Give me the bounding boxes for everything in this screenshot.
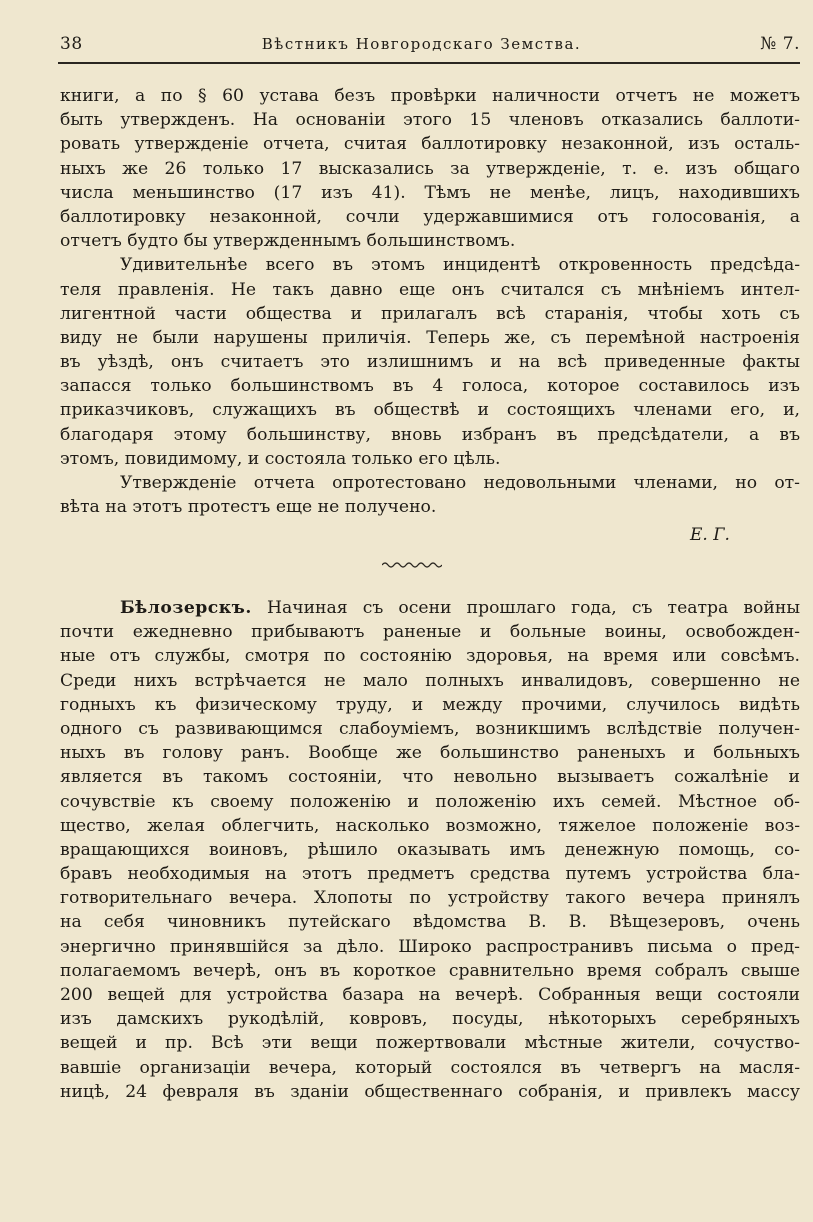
text-line: отчетъ будто бы утвержденнымъ большинствомъ.: [60, 231, 516, 252]
text-line: въ уѣздѣ, онъ считаетъ это излишнимъ и на всѣ приведенные факты: [60, 352, 800, 373]
section-divider-ornament: [382, 560, 442, 570]
text-line: ницѣ, 24 февраля въ зданіи общественнаго собранія, и привлекъ массу: [60, 1081, 800, 1102]
text-line: полагаемомъ вечерѣ, онъ въ короткое сравнительно время собралъ свыше: [60, 960, 800, 981]
journal-title: Вѣстникъ Новгородскаго Земства.: [261, 35, 582, 53]
header-rule: [58, 62, 800, 64]
article-2-body: [60, 596, 800, 1104]
text-line: 200 вещей для устройства базара на вечерѣ. Собранныя вещи состояли: [60, 985, 800, 1005]
text-line: вещей и пр. Всѣ эти вещи пожертвовали мѣстные жители, сочуство-: [60, 1033, 800, 1054]
text-line: Удивительнѣе всего въ этомъ инцидентѣ откровенность предсѣда-: [120, 255, 800, 276]
text-line: виду не были нарушены приличія. Теперь же, съ перемѣной настроенія: [60, 327, 800, 348]
text-line: энергично принявшійся за дѣло. Широко распространивъ письма о пред-: [60, 936, 800, 957]
text-line: изъ дамскихъ рукодѣлій, ковровъ, посуды, нѣкоторыхъ серебряныхъ: [60, 1009, 800, 1030]
text-line: лигентной части общества и прилагалъ всѣ старанія, чтобы хоть съ: [60, 303, 800, 324]
text-line: на себя чиновникъ путейскаго вѣдомства В. В. Вѣщезеровъ, очень: [60, 912, 800, 933]
author-signature: Е. Г.: [690, 525, 730, 545]
text-line: одного съ развивающимся слабоуміемъ, возникшимъ вслѣдствіе получен-: [60, 718, 800, 739]
text-line: почти ежедневно прибываютъ раненые и больные воины, освобожден-: [60, 622, 800, 643]
text-line: щество, желая облегчить, насколько возможно, тяжелое положеніе воз-: [60, 815, 800, 836]
text-line: ровать утвержденіе отчета, считая баллотировку незаконной, изъ осталь-: [60, 134, 800, 155]
text-line-rest: Начиная съ осени прошлаго года, съ театра войны: [266, 598, 800, 618]
text-line: бравъ необходимыя на этотъ предметъ средства путемъ устройства бла-: [60, 864, 800, 885]
text-line: является въ такомъ состояніи, что невольно вызываетъ сожалѣніе и: [60, 767, 800, 788]
article-1-body: [60, 84, 800, 519]
text-line: сочувствіе къ своему положенію и положенію ихъ семей. Мѣстное об-: [60, 791, 800, 812]
text-line: вавшіе организаціи вечера, который состоялся въ четвергъ на масля-: [60, 1057, 800, 1078]
text-line: готворительнаго вечера. Хлопоты по устройству такого вечера принялъ: [60, 888, 800, 909]
text-line: вѣта на этотъ протестъ еще не получено.: [60, 497, 437, 518]
text-line: вращающихся воиновъ, рѣшило оказывать имъ денежную помощь, со-: [60, 839, 800, 860]
running-header: [60, 34, 800, 54]
text-line: Среди нихъ встрѣчается не мало полныхъ инвалидовъ, совершенно не: [60, 670, 800, 691]
text-line: Утвержденіе отчета опротестовано недовольными членами, но от-: [120, 473, 800, 493]
text-line: книги, а по § 60 устава безъ провѣрки наличности отчетъ не можетъ: [60, 86, 800, 106]
text-line: этомъ, повидимому, и состояла только его цѣль.: [60, 448, 501, 469]
text-line: баллотировку незаконной, сочли удержавшимися отъ голосованія, а: [60, 206, 800, 227]
text-line: ныхъ же 26 только 17 высказались за утвержденіе, т. е. изъ общаго: [60, 158, 800, 179]
text-line-lead: [60, 596, 800, 620]
text-line: годныхъ къ физическому труду, и между прочими, случилось видѣть: [60, 694, 800, 715]
text-line: числа меньшинство (17 изъ 41). Тѣмъ не менѣе, лицъ, находившихъ: [60, 182, 800, 203]
page-number: 38: [60, 34, 83, 54]
text-line: ные отъ службы, смотря по состоянію здоровья, на время или совсѣмъ.: [60, 646, 800, 667]
dateline: Бѣлозерскъ.: [120, 598, 252, 618]
text-line: приказчиковъ, служащихъ въ обществѣ и состоящихъ членами его, и,: [60, 400, 800, 421]
text-line: благодаря этому большинству, вновь избранъ въ предсѣдатели, а въ: [60, 424, 800, 445]
issue-number: № 7.: [760, 34, 800, 54]
text-line: ныхъ въ голову ранъ. Вообще же большинство раненыхъ и больныхъ: [60, 743, 800, 764]
text-line: быть утвержденъ. На основаніи этого 15 членовъ отказались баллоти-: [60, 110, 800, 131]
text-line: теля правленія. Не такъ давно еще онъ считался съ мнѣніемъ интел-: [60, 279, 800, 300]
text-line: запасся только большинствомъ въ 4 голоса, которое составилось изъ: [60, 376, 800, 397]
